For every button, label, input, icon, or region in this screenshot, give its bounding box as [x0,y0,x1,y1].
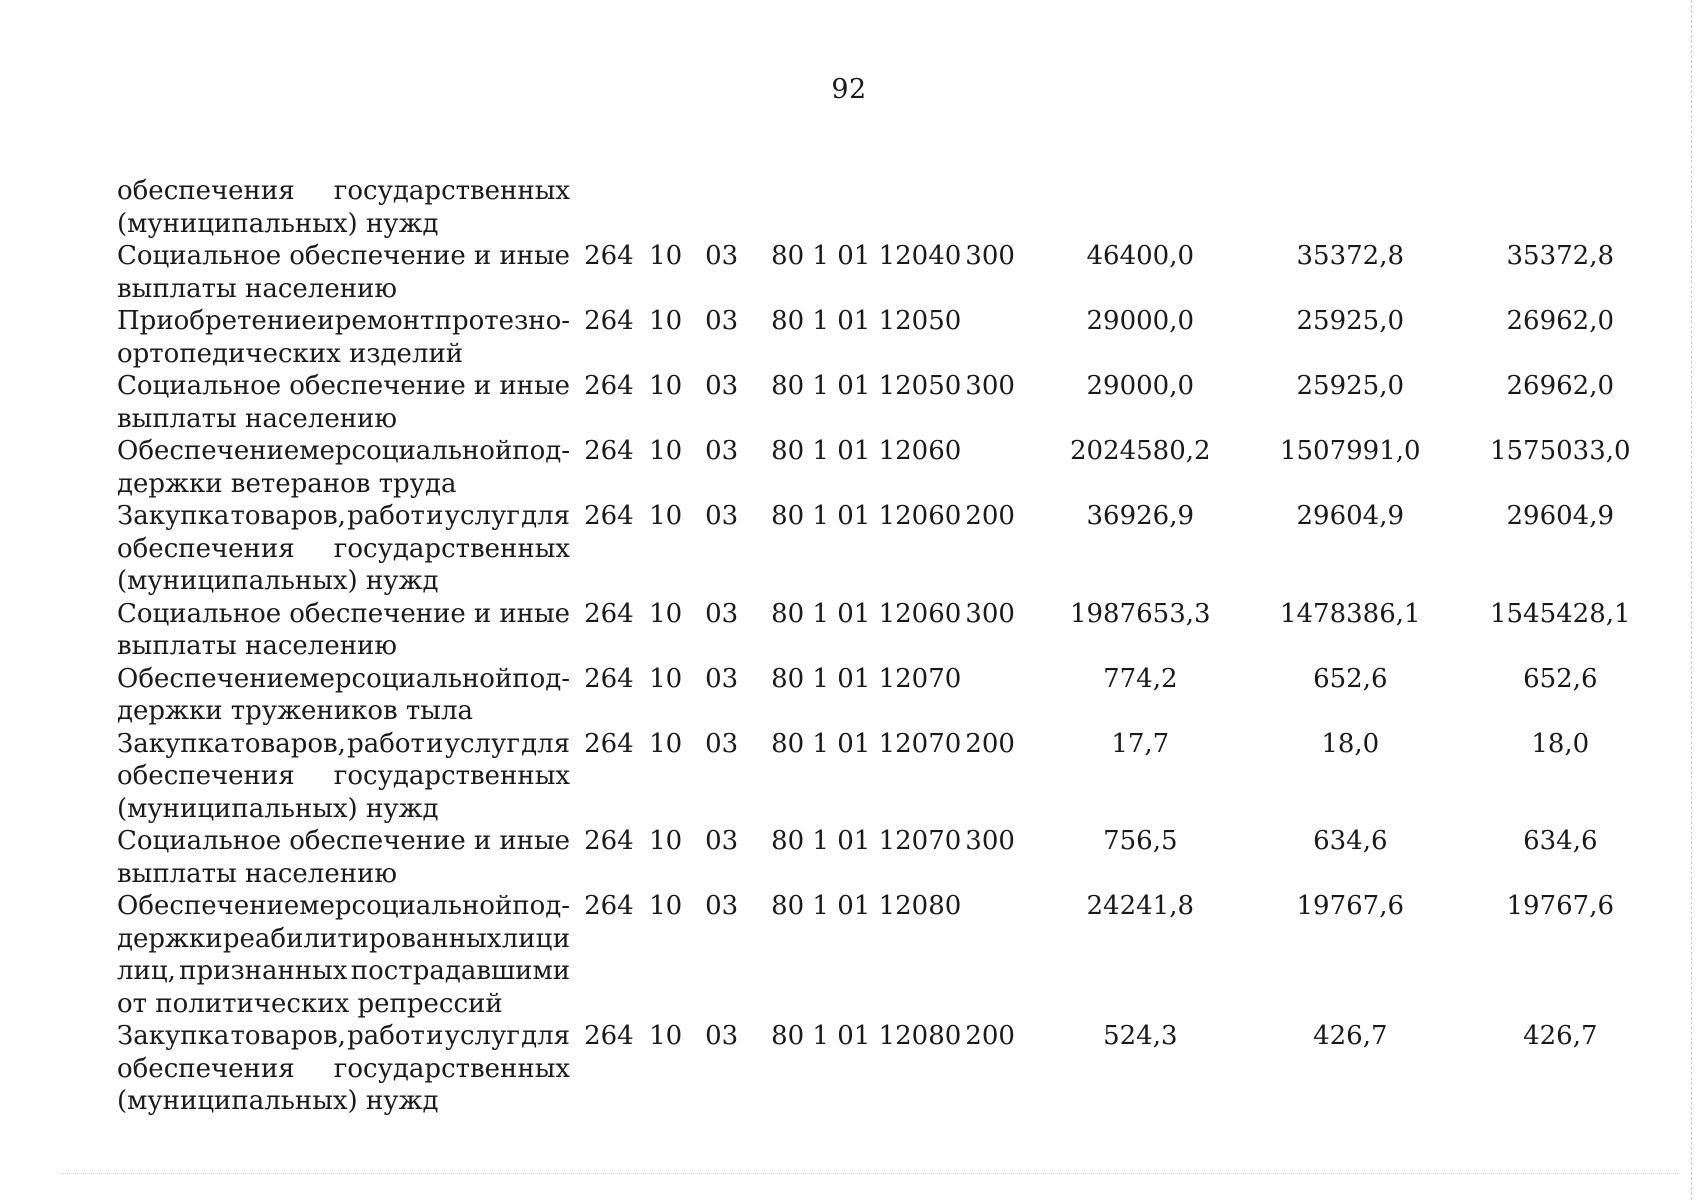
expense-name-word: лиц [501,923,553,954]
cell-amount-year-1: 774,2 [1103,663,1178,694]
cell-amount-year-3: 26962,0 [1506,306,1615,336]
budget-table [117,175,1665,1118]
expense-name-word: Социальное [117,826,282,856]
expense-name-line [117,988,570,1021]
cell-expense-type: 300 [965,241,1015,271]
cell-ved: 264 [584,826,634,856]
cell-expense-name [117,435,570,500]
expense-name-word: и [317,306,335,336]
cell-expense-name [117,305,570,370]
cell-amount-year-2: 29604,9 [1296,501,1405,531]
cell-amount-year-1: 24241,8 [1086,891,1195,921]
expense-name-word: держки ветеранов труда [117,468,457,499]
cell-ved: 264 [584,1021,634,1051]
expense-name-word: работ [347,501,425,531]
expense-name-word: товаров, [230,1021,346,1051]
expense-name-line [117,955,570,988]
cell-subsection: 03 [705,826,739,856]
cell-expense-name [117,825,570,890]
cell-target-article: 80 1 01 12060 [771,501,962,531]
cell-expense-type [961,435,1035,500]
table-row [117,728,1665,826]
expense-name-word: Социальное [117,598,282,629]
cell-section: 10 [649,371,683,401]
cell-expense-name [117,370,570,435]
cell-section: 10 [649,826,683,856]
cell-expense-name [117,598,570,663]
expense-name-word: обеспечение [289,241,466,271]
expense-name-word: протезно- [434,306,571,336]
cell-target-article: 80 1 01 12060 [771,436,962,466]
cell-section: 10 [649,436,683,466]
expense-name-line [117,598,570,631]
expense-name-line [117,273,570,306]
cell-section: 10 [649,728,683,759]
cell-amount-year-1: 36926,9 [1086,501,1195,531]
cell-subsection: 03 [705,371,739,401]
cell-subsection: 03 [705,241,739,271]
expense-name-word: мер [299,436,352,466]
expense-name-word: товаров, [230,501,346,531]
expense-name-line [117,890,570,923]
cell-amount-year-2: 652,6 [1313,663,1388,694]
expense-name-word: (муниципальных) нужд [117,566,439,596]
expense-name-word: держки [117,923,223,954]
cell-subsection: 03 [705,436,739,466]
cell-ved: 264 [584,501,634,531]
cell-amount-year-1: 524,3 [1103,1021,1178,1051]
cell-section: 10 [649,306,683,336]
expense-name-word: услуг [444,501,520,531]
cell-ved [570,175,639,240]
expense-name-line [117,533,570,566]
expense-name-word: выплаты населению [117,273,397,304]
table-row [117,435,1665,500]
cell-amount-year-3: 652,6 [1523,663,1598,694]
expense-name-word: обеспечения [117,176,295,206]
cell-expense-name [117,240,570,305]
expense-name-word: Социальное [117,371,282,401]
expense-name-word: Обеспечение [117,891,300,921]
cell-amount-year-1: 2024580,2 [1069,436,1211,466]
cell-section: 10 [649,891,683,921]
expense-name-word: услуг [444,1021,520,1051]
cell-ved: 264 [584,371,634,401]
cell-expense-type [961,305,1035,370]
expense-name-word: (муниципальных) нужд [117,1086,439,1116]
cell-expense-type [961,663,1035,728]
expense-name-word: социальной [351,436,513,466]
cell-target-article: 80 1 01 12070 [771,728,962,759]
cell-subsection: 03 [705,1021,739,1051]
cell-expense-type: 200 [965,728,1015,759]
expense-name-word: выплаты населению [117,631,397,661]
cell-ved: 264 [584,598,634,629]
expense-name-word: обеспечения [117,761,295,791]
cell-expense-type: 200 [965,1021,1015,1051]
cell-target-article: 80 1 01 12080 [771,891,962,921]
cell-amount-year-3 [1455,175,1665,240]
expense-name-word: работ [347,728,425,759]
expense-name-line [117,1085,570,1118]
expense-name-line [117,663,570,696]
expense-name-word: (муниципальных) нужд [117,208,439,239]
cell-amount-year-2 [1245,175,1455,240]
expense-name-word: выплаты населению [117,403,397,434]
expense-name-line [117,370,570,403]
cell-section: 10 [649,598,683,629]
expense-name-word: иные [499,826,571,856]
table-row [117,305,1665,370]
expense-name-word: социальной [351,891,513,921]
expense-name-line [117,923,570,956]
cell-amount-year-2: 426,7 [1313,1021,1388,1051]
cell-amount-year-2: 25925,0 [1296,306,1405,336]
cell-amount-year-2: 35372,8 [1296,241,1405,271]
table-body [117,175,1665,1118]
expense-name-word: под- [512,891,571,921]
cell-amount-year-1: 29000,0 [1086,371,1195,401]
expense-name-word: иные [499,598,571,629]
cell-section [639,175,699,240]
cell-amount-year-3: 1575033,0 [1489,436,1631,466]
cell-target-article: 80 1 01 12050 [771,306,962,336]
cell-amount-year-3: 634,6 [1523,826,1598,856]
expense-name-word: Закупка [117,501,230,531]
expense-name-word: обеспечения [117,533,295,564]
table-row [117,890,1665,1020]
expense-name-word: обеспечения [117,1053,295,1084]
cell-amount-year-2: 19767,6 [1296,891,1405,921]
expense-name-line [117,240,570,273]
cell-amount-year-1 [1035,175,1245,240]
expense-name-word: лиц, [117,956,176,986]
expense-name-word: мер [299,891,352,921]
expense-name-word: реабилитированных [222,923,502,954]
expense-name-word: иные [499,371,571,401]
cell-subsection [699,175,765,240]
cell-expense-type: 300 [965,371,1015,401]
expense-name-word: для [521,1021,571,1051]
cell-target-article: 80 1 01 12040 [771,241,962,271]
cell-expense-name [117,500,570,598]
expense-name-word: и [426,728,444,759]
expense-name-line [117,793,570,826]
expense-name-word: и [473,241,492,271]
cell-amount-year-2: 634,6 [1313,826,1388,856]
cell-section: 10 [649,663,683,694]
cell-ved: 264 [584,663,634,694]
table-row [117,1020,1665,1118]
expense-name-word: для [521,728,571,759]
expense-name-word: и [426,1021,444,1051]
expense-name-word: под- [512,663,571,694]
cell-ved: 264 [584,306,634,336]
expense-name-line [117,760,570,793]
expense-name-word: пострадавшими [350,956,571,986]
expense-name-line [117,403,570,436]
table-row [117,825,1665,890]
expense-name-line [117,175,570,208]
expense-name-line [117,630,570,663]
expense-name-word: для [521,501,571,531]
expense-name-word: и [552,923,571,954]
expense-name-line [117,208,570,241]
cell-expense-type: 300 [965,826,1015,856]
table-row [117,663,1665,728]
expense-name-line [117,468,570,501]
table-row [117,598,1665,663]
cell-subsection: 03 [705,598,739,629]
cell-amount-year-2: 18,0 [1321,728,1380,759]
expense-name-word: признанных [179,956,348,986]
cell-amount-year-2: 1507991,0 [1279,436,1421,466]
expense-name-word: держки тружеников тыла [117,696,473,726]
cell-amount-year-1: 17,7 [1111,728,1170,759]
expense-name-word: государственных [333,1053,571,1084]
expense-name-line [117,435,570,468]
expense-name-line [117,565,570,598]
cell-subsection: 03 [705,501,739,531]
cell-amount-year-3: 18,0 [1531,728,1590,759]
expense-name-word: Закупка [117,728,230,759]
cell-ved: 264 [584,728,634,759]
cell-expense-name [117,663,570,728]
cell-expense-name [117,728,570,826]
cell-amount-year-3: 29604,9 [1506,501,1615,531]
cell-amount-year-2: 25925,0 [1296,371,1405,401]
expense-name-word: работ [347,1021,425,1051]
expense-name-line [117,305,570,338]
expense-name-word: и [426,501,444,531]
expense-name-word: и [473,598,492,629]
cell-expense-type [961,890,1035,1020]
cell-amount-year-1: 46400,0 [1086,241,1195,271]
cell-subsection: 03 [705,891,739,921]
expense-name-word: ортопедических изделий [117,338,464,369]
cell-subsection: 03 [705,728,739,759]
expense-name-line [117,1053,570,1086]
expense-name-word: и [473,371,492,401]
expense-name-word: Закупка [117,1021,230,1051]
expense-name-line [117,858,570,891]
cell-expense-name [117,175,570,240]
expense-name-word: выплаты населению [117,858,397,889]
cell-expense-name [117,890,570,1020]
expense-name-word: иные [499,241,571,271]
cell-amount-year-1: 756,5 [1103,826,1178,856]
cell-amount-year-3: 1545428,1 [1489,598,1631,629]
table-row [117,240,1665,305]
cell-subsection: 03 [705,306,739,336]
table-row [117,500,1665,598]
cell-target-article: 80 1 01 12070 [771,826,962,856]
expense-name-word: услуг [444,728,520,759]
cell-expense-type: 200 [965,501,1015,531]
expense-name-word: мер [299,663,352,694]
cell-amount-year-3: 19767,6 [1506,891,1615,921]
expense-name-word: обеспечение [289,371,466,401]
cell-section: 10 [649,501,683,531]
expense-name-line [117,500,570,533]
cell-amount-year-3: 35372,8 [1506,241,1615,271]
cell-ved: 264 [584,241,634,271]
cell-amount-year-1: 29000,0 [1086,306,1195,336]
expense-name-line [117,338,570,371]
cell-ved: 264 [584,891,634,921]
expense-name-line [117,695,570,728]
expense-name-word: (муниципальных) нужд [117,793,439,824]
cell-amount-year-1: 1987653,3 [1069,598,1211,629]
cell-section: 10 [649,1021,683,1051]
expense-name-line [117,1020,570,1053]
table-row [117,370,1665,435]
expense-name-line [117,825,570,858]
expense-name-word: Обеспечение [117,436,300,466]
expense-name-word: обеспечение [289,826,466,856]
expense-name-word: государственных [333,761,571,791]
cell-target-article: 80 1 01 12050 [771,371,962,401]
cell-ved: 264 [584,436,634,466]
cell-expense-type: 300 [965,598,1015,629]
expense-name-word: социальной [351,663,513,694]
cell-target-article: 80 1 01 12060 [771,598,962,629]
page-number: 92 [831,74,867,105]
cell-section: 10 [649,241,683,271]
cell-expense-type [961,175,1035,240]
expense-name-line [117,728,570,761]
expense-name-word: под- [512,436,571,466]
expense-name-word: и [473,826,492,856]
expense-name-word: государственных [333,176,571,206]
cell-amount-year-3: 26962,0 [1506,371,1615,401]
cell-target-article [765,175,961,240]
table-row [117,175,1665,240]
cell-amount-year-2: 1478386,1 [1279,598,1421,629]
expense-name-word: Социальное [117,241,282,271]
expense-name-word: Обеспечение [117,663,300,694]
expense-name-word: от политических репрессий [117,988,503,1019]
expense-name-word: товаров, [230,728,346,759]
cell-amount-year-3: 426,7 [1523,1021,1598,1051]
cell-expense-name [117,1020,570,1118]
expense-name-word: государственных [333,533,571,564]
expense-name-word: ремонт [334,306,435,336]
expense-name-word: Приобретение [117,306,317,336]
cell-target-article: 80 1 01 12080 [771,1021,962,1051]
expense-name-word: обеспечение [289,598,466,629]
cell-subsection: 03 [705,663,739,694]
scan-bottom-marks [60,1172,1680,1174]
cell-target-article: 80 1 01 12070 [771,663,962,694]
scan-edge-marks [1689,0,1692,1200]
